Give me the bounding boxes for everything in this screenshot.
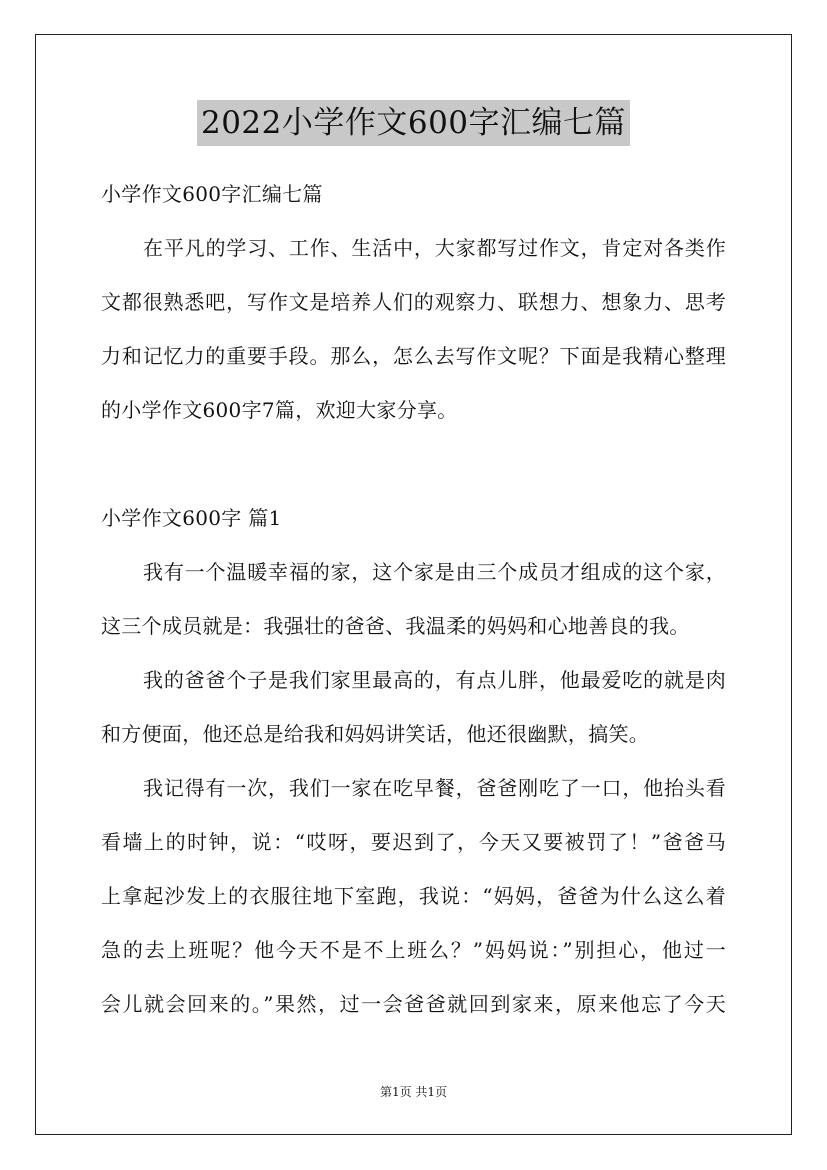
paragraph-line: 会儿就会回来的。”果然，过一会爸爸就回到家来，原来他忘了今天	[101, 992, 726, 1016]
paragraph-line: 力和记忆力的重要手段。那么，怎么去写作文呢？下面是我精心整理	[101, 344, 726, 368]
section-heading-essay-1: 小学作文600字 篇1	[101, 506, 282, 530]
paragraph-line: 我记得有一次，我们一家在吃早餐，爸爸刚吃了一口，他抬头看	[143, 776, 726, 800]
section-heading-intro: 小学作文600字汇编七篇	[101, 182, 323, 206]
paragraph-line: 急的去上班呢？他今天不是不上班么？”妈妈说：”别担心，他过一	[101, 938, 726, 962]
paragraph-line: 上拿起沙发上的衣服往地下室跑，我说：“妈妈，爸爸为什么这么着	[101, 884, 726, 908]
paragraph-line: 我的爸爸个子是我们家里最高的，有点儿胖，他最爱吃的就是肉	[143, 668, 726, 692]
paragraph-line: 的小学作文600字7篇，欢迎大家分享。	[101, 398, 458, 422]
paragraph-line: 文都很熟悉吧，写作文是培养人们的观察力、联想力、想象力、思考	[101, 290, 726, 314]
paragraph-line: 在平凡的学习、工作、生活中，大家都写过作文，肯定对各类作	[143, 236, 726, 260]
page-footer: 第1页 共1页	[379, 1085, 448, 1099]
document-title	[0, 100, 827, 146]
paragraph-line: 我有一个温暖幸福的家，这个家是由三个成员才组成的这个家，	[143, 560, 726, 584]
document-title-text: 2022小学作文600字汇编七篇	[197, 100, 630, 146]
paragraph-line: 和方便面，他还总是给我和妈妈讲笑话，他还很幽默，搞笑。	[101, 722, 650, 746]
paragraph-line: 这三个成员就是：我强壮的爸爸、我温柔的妈妈和心地善良的我。	[101, 614, 690, 638]
paragraph-line: 看墙上的时钟，说：“哎呀，要迟到了，今天又要被罚了！”爸爸马	[101, 830, 726, 854]
